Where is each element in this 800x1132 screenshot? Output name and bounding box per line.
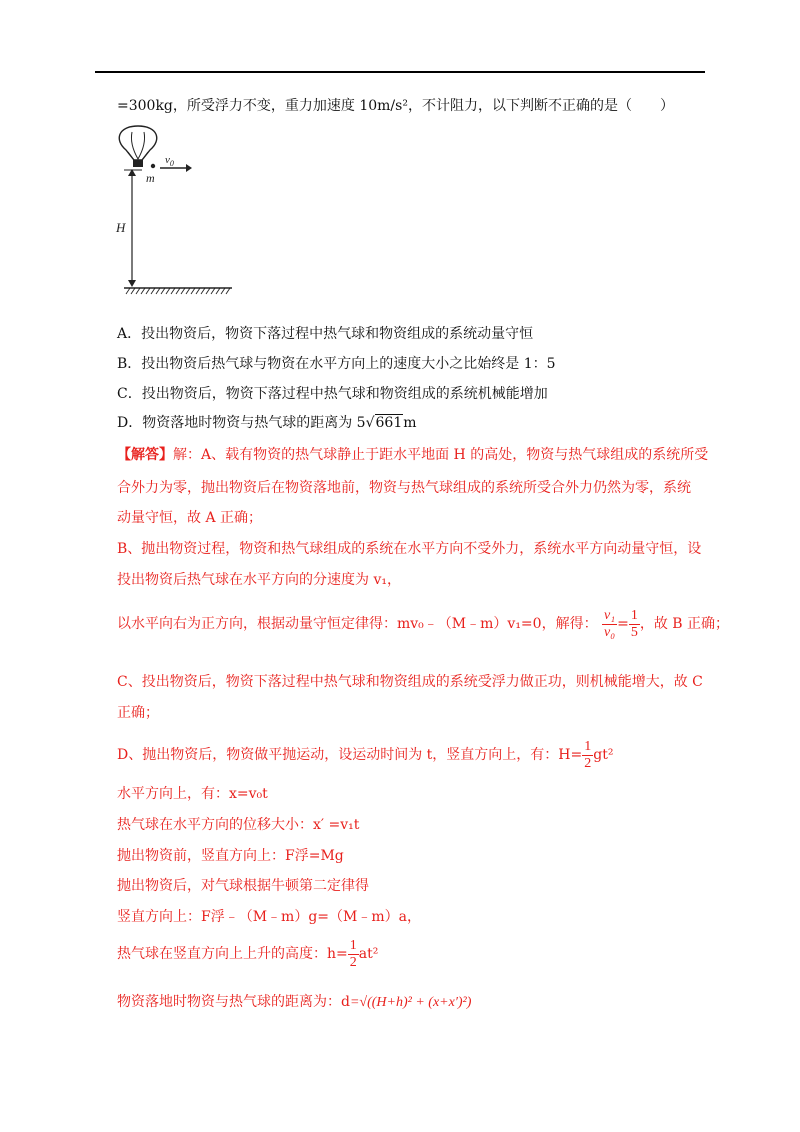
option-c: C．投出物资后，物资下落过程中热气球和物资组成的系统机械能增加 [117, 386, 548, 402]
answer-text-1: 解：A、载有物资的热气球静止于距水平地面 H 的高处，物资与热气球组成的系统所受 [173, 447, 709, 463]
answer-line-5: 投出物资后热气球在水平方向的分速度为 v₁， [117, 572, 401, 588]
option-d-radicand: 661 [375, 415, 403, 431]
question-stem: =300kg，所受浮力不变，重力加速度 10m/s²，不计阻力，以下判断不正确的是（ ） [117, 98, 674, 114]
answer-line-12: 抛出物资前，竖直方向上：F浮=Mg [117, 848, 344, 864]
answer-line-15 [117, 934, 378, 974]
answer-line-14: 竖直方向上：F浮﹣（M﹣m）g=（M﹣m）a， [117, 909, 421, 925]
answer-text-6b: ，故 B 正确； [639, 616, 730, 632]
option-a: A．投出物资后，物资下落过程中热气球和物资组成的系统动量守恒 [117, 326, 534, 342]
answer-line-2: 合外力为零，抛出物资后在物资落地前，物资与热气球组成的系统所受合外力仍然为零，系统 [117, 480, 691, 496]
fraction-1-5 [629, 608, 640, 641]
frac-den: 2 [584, 755, 592, 771]
v0-label: $v_0$ [165, 154, 174, 168]
answer-line-10: 水平方向上，有：x=v₀t [117, 786, 268, 802]
answer-text-15a: 热气球在竖直方向上上升的高度：h= [117, 946, 348, 962]
answer-text-9b: gt² [593, 747, 614, 763]
answer-line-13: 抛出物资后，对气球根据牛顿第二定律得 [117, 878, 369, 894]
frac-num: 1 [630, 607, 638, 623]
answer-line-3: 动量守恒，故 A 正确； [117, 510, 263, 526]
frac-den: 2 [349, 954, 357, 970]
frac-num: 1 [584, 738, 592, 754]
equals-sign: = [617, 616, 629, 632]
balloon-envelope [119, 126, 157, 160]
m-label: m [146, 171, 155, 185]
answer-text-15b: at² [358, 946, 379, 962]
option-d-prefix: D．物资落地时物资与热气球的距离为 5 [117, 415, 366, 431]
frac-den: 5 [630, 624, 638, 640]
header-rule [95, 71, 705, 73]
balloon-figure [110, 122, 240, 297]
answer-line-9 [117, 735, 613, 775]
fraction-half-2 [348, 938, 359, 971]
answer-line-1 [117, 445, 708, 465]
distance-formula: =√((H+h)² + (x+x′)²) [349, 995, 472, 1010]
answer-line-4: B、抛出物资过程，物资和热气球组成的系统在水平方向不受外力，系统水平方向动量守恒，设 [117, 541, 702, 557]
frac-num: v₁ [604, 607, 616, 623]
frac-num: 1 [349, 937, 357, 953]
answer-line-7: C、投出物资后，物资下落过程中热气球和物资组成的系统受浮力做正功，则机械能增大，故 C [117, 674, 703, 690]
fraction-half [582, 739, 593, 772]
answer-tag: 【解答】 [117, 447, 173, 463]
answer-text-9a: D、抛出物资后，物资做平抛运动，设运动时间为 t，竖直方向上，有：H= [117, 747, 583, 763]
answer-line-11: 热气球在水平方向的位移大小：x′ =v₁t [117, 817, 360, 833]
mass-dot [151, 164, 155, 168]
option-d [117, 413, 417, 433]
option-d-unit: m [403, 415, 417, 431]
answer-line-8: 正确； [117, 705, 159, 721]
option-b: B．投出物资后热气球与物资在水平方向上的速度大小之比始终是 1：5 [117, 356, 556, 372]
answer-text-16a: 物资落地时物资与热气球的距离为：d [117, 994, 350, 1010]
option-d-sqrt: √661 [365, 415, 403, 431]
answer-line-16 [117, 988, 471, 1017]
answer-text-6a: 以水平向右为正方向，根据动量守恒定律得：mv₀﹣（M﹣m）v₁=0，解得： [117, 616, 598, 632]
fraction-v1-v0 [602, 608, 617, 641]
basket [133, 160, 143, 167]
answer-line-6 [117, 604, 729, 644]
h-label: H [116, 220, 126, 235]
frac-den: v₀ [604, 624, 616, 640]
